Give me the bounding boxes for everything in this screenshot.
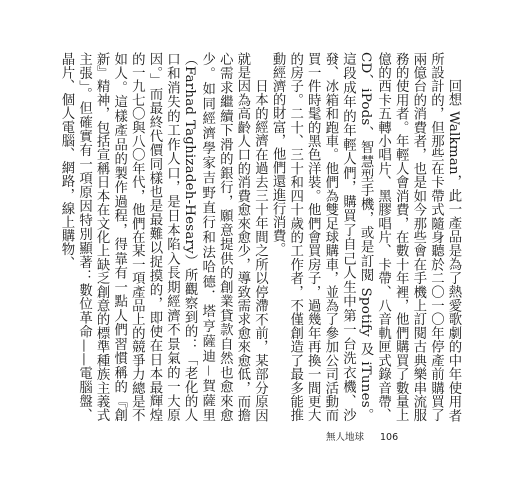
vertical-text-block (58, 52, 462, 422)
running-title: 無人地球 (326, 432, 365, 443)
page-number: 106 (380, 432, 399, 443)
paragraph-1: 回想 Walkman，此一產品是為了熱愛歌劇的中年使用者所設計的，但那些在卡帶式隨身聽於二〇一〇年停產前購買了兩億台的消費者，也是如今那些會在手機上訂閱古典樂串流服務的使用者。年輕人會消費，在數十年裡，他們購買了數量上億的西卡五轉小唱片、黑膠唱片、卡帶、八音軌匣式錄音帶、CD、iPods、智慧型手機，或是訂閱 Spotify 及 iTunes。這段成年的年輕人們，購買了自己人生中第一台洗衣機、沙發、冰箱和跑車。他們為雙足球購車，並為了參加公司活動而買一件時髦的黑色洋裝。他們會買房子，過幾年再換一間更大的房子。二十、三十和四十歲的工作者，不僅創造了最多能推動經濟的財富，他們還進行消費。 (270, 52, 461, 422)
page-footer (326, 429, 398, 443)
paragraph-2: 日本的經濟在過去三十年間之所以停滯不前，某部分原因就是因為高齡人口的消費愈來愈少，導致需求愈來愈低，而擔心需求繼續下滑的銀行，願意提供的創業貸款自然也愈來愈少。如同經濟學家吉野直行和法哈德．塔亨薩迪－賀薩里（Farhad Taghizadeh-Hesary）所觀察到的：「老化的人口和消失的工作人口，是日本陷入長期經濟不景氣的一大原因。」而最終代價同樣也是最難以捉摸的，即使在日本最輝煌的一九七〇與八〇年代，他們在某一項產品上的競爭力總是不如人。這樣產品的製作過程，得靠有一點人們習慣稱的『創新』精神，包括宣稱日本在文化上缺乏創意的標準種族主義式主張」。但確實有一項原因特別顯著：數位革命——電腦盤、晶片、個人電腦、網路，線上購物、 (58, 52, 268, 422)
